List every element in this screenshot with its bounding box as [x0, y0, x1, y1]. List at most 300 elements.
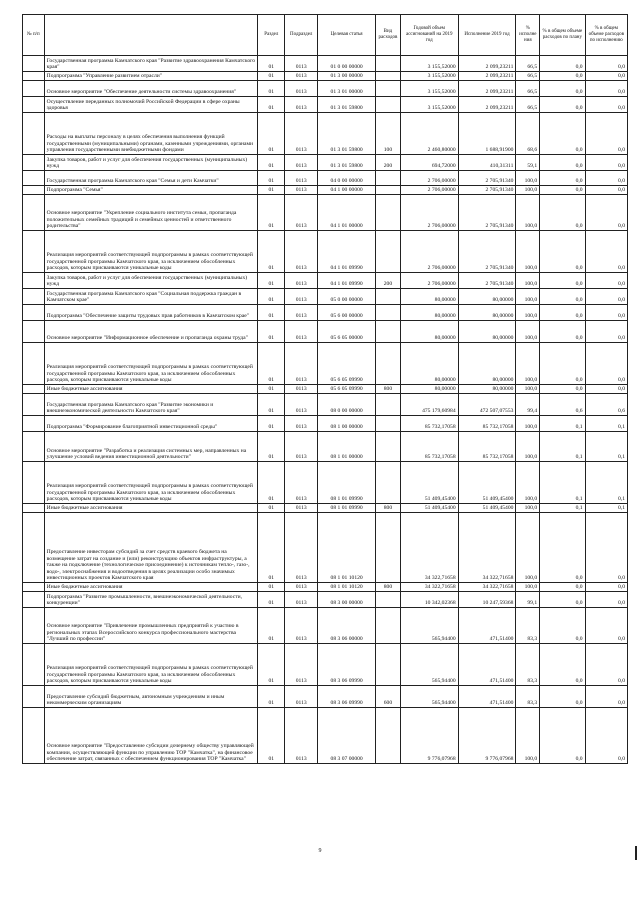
cell-statya: 08 1 01 09990: [318, 504, 376, 513]
cell-name: Государственная программа Камчатского края "Социальная поддержка граждан в Камчатском крае": [44, 289, 258, 305]
cell-podrazdel: 0113: [285, 155, 318, 171]
cell-razdel: 01: [258, 321, 285, 343]
cell-statya: 08 1 01 10120: [318, 583, 376, 592]
cell-pct-plan: 0,0: [540, 289, 585, 305]
cell-podrazdel: 0113: [285, 608, 318, 644]
cell-plan: 80,00000: [400, 305, 458, 321]
cell-pct: 100,0: [516, 321, 540, 343]
cell-num: [23, 155, 45, 171]
cell-name: Основное мероприятие "Информационное обеспечение и пропаганда охраны труда": [44, 321, 258, 343]
cell-isp: 51 409,45400: [458, 504, 516, 513]
cell-pct-isp: 0,0: [585, 305, 627, 321]
page-number: 9: [318, 848, 322, 854]
cell-pct-isp: 0,0: [585, 708, 627, 764]
cell-plan: 2 706,00000: [400, 273, 458, 289]
cell-podrazdel: 0113: [285, 708, 318, 764]
cell-razdel: 01: [258, 56, 285, 72]
cell-pct-plan: 0,0: [540, 186, 585, 195]
cell-name: Реализация мероприятий соответствующей подпрограммы в рамках соответствующей государственной программы Камчатского края, за исключением обособленных расходов, которым присваиваются уникальные коды: [44, 343, 258, 385]
table-body: [23, 56, 628, 764]
cell-plan: 80,00000: [400, 321, 458, 343]
cell-plan: 51 409,45400: [400, 462, 458, 504]
table-row: [23, 686, 628, 708]
cell-razdel: 01: [258, 462, 285, 504]
table-row: [23, 504, 628, 513]
cell-pct-isp: 0,0: [585, 195, 627, 231]
cell-razdel: 01: [258, 273, 285, 289]
cell-num: [23, 513, 45, 583]
table-row: [23, 462, 628, 504]
cell-name: Реализация мероприятий соответствующей подпрограммы в рамках соответствующей государственной программы Камчатского края, за исключением обособленных расходов, которым присваиваются уникальные коды: [44, 462, 258, 504]
cell-pct: 66,5: [516, 56, 540, 72]
cell-num: [23, 305, 45, 321]
table-row: [23, 81, 628, 97]
cell-podrazdel: 0113: [285, 513, 318, 583]
cell-vid: [376, 195, 401, 231]
cell-pct-isp: 0,0: [585, 171, 627, 186]
cell-statya: 08 3 06 09990: [318, 686, 376, 708]
cell-pct-plan: 0,0: [540, 592, 585, 608]
table-row: [23, 708, 628, 764]
cell-name: Государственная программа Камчатского края "Развитие экономики и внешнеэкономической деятельности Камчатского края": [44, 394, 258, 416]
cell-isp: 85 732,17058: [458, 416, 516, 432]
cell-pct-isp: 0,6: [585, 394, 627, 416]
col-statya-header: Целевая статья: [318, 15, 376, 56]
cell-pct: 100,0: [516, 385, 540, 394]
cell-pct-plan: 0,0: [540, 305, 585, 321]
table-row: [23, 289, 628, 305]
cell-pct-plan: 0,0: [540, 113, 585, 155]
cell-num: [23, 416, 45, 432]
cell-razdel: 01: [258, 186, 285, 195]
cell-podrazdel: 0113: [285, 592, 318, 608]
cell-pct-plan: 0,0: [540, 644, 585, 686]
cell-vid: [376, 343, 401, 385]
cell-pct: 100,0: [516, 583, 540, 592]
cell-razdel: 01: [258, 155, 285, 171]
cell-statya: 08 3 07 00000: [318, 708, 376, 764]
cell-podrazdel: 0113: [285, 394, 318, 416]
cell-pct: 100,0: [516, 195, 540, 231]
cell-pct-plan: 0,0: [540, 81, 585, 97]
cell-name: Основное мероприятие "Привлечение промышленных предприятий к участию в региональных этапах Всероссийского конкурса профессионального мастерства "Лучший по профессии": [44, 608, 258, 644]
cell-pct-plan: 0,0: [540, 97, 585, 113]
cell-plan: 2 460,80000: [400, 113, 458, 155]
cell-pct: 99,4: [516, 394, 540, 416]
cell-vid: [376, 394, 401, 416]
cell-vid: 600: [376, 686, 401, 708]
cell-pct-isp: 0,0: [585, 592, 627, 608]
table-header-row: [23, 15, 628, 56]
cell-pct: 100,0: [516, 432, 540, 462]
table-row: [23, 113, 628, 155]
cell-isp: 472 507,07553: [458, 394, 516, 416]
cell-podrazdel: 0113: [285, 305, 318, 321]
cell-statya: 01 3 01 59800: [318, 113, 376, 155]
cell-isp: 2 705,91340: [458, 231, 516, 273]
cell-name: Осуществление переданных полномочий Российской Федерации в сфере охраны здоровья: [44, 97, 258, 113]
table-row: [23, 583, 628, 592]
cell-pct: 100,0: [516, 343, 540, 385]
cell-pct-isp: 0,0: [585, 686, 627, 708]
cell-statya: 01 0 00 00000: [318, 56, 376, 72]
cell-pct: 100,0: [516, 186, 540, 195]
cell-vid: 800: [376, 583, 401, 592]
cell-isp: 34 322,71658: [458, 583, 516, 592]
cell-razdel: 01: [258, 608, 285, 644]
cell-vid: [376, 56, 401, 72]
cell-vid: [376, 305, 401, 321]
cell-vid: [376, 592, 401, 608]
cell-razdel: 01: [258, 81, 285, 97]
cell-num: [23, 72, 45, 81]
cell-razdel: 01: [258, 97, 285, 113]
cell-isp: 2 705,91340: [458, 186, 516, 195]
cell-plan: 2 706,00000: [400, 231, 458, 273]
cell-vid: 200: [376, 273, 401, 289]
cell-statya: 04 1 01 00000: [318, 195, 376, 231]
cell-vid: [376, 81, 401, 97]
cell-pct-plan: 0,1: [540, 416, 585, 432]
cell-razdel: 01: [258, 289, 285, 305]
cell-statya: 05 0 00 00000: [318, 289, 376, 305]
cell-isp: 2 099,23211: [458, 97, 516, 113]
cell-pct-isp: 0,0: [585, 186, 627, 195]
cell-pct-plan: 0,6: [540, 394, 585, 416]
cell-vid: [376, 97, 401, 113]
cell-statya: 04 1 01 09990: [318, 273, 376, 289]
cell-statya: 08 3 06 09990: [318, 644, 376, 686]
cell-plan: 694,72000: [400, 155, 458, 171]
cell-num: [23, 231, 45, 273]
cell-plan: 34 322,71658: [400, 513, 458, 583]
cell-pct-isp: 0,0: [585, 273, 627, 289]
cell-pct-plan: 0,1: [540, 462, 585, 504]
cell-statya: 04 0 00 00000: [318, 171, 376, 186]
cell-podrazdel: 0113: [285, 343, 318, 385]
cell-razdel: 01: [258, 504, 285, 513]
cell-statya: 05 6 00 00000: [318, 305, 376, 321]
cell-isp: 34 322,71658: [458, 513, 516, 583]
cell-isp: 471,51400: [458, 608, 516, 644]
cell-vid: 100: [376, 113, 401, 155]
cell-statya: 05 6 05 00000: [318, 321, 376, 343]
cell-num: [23, 394, 45, 416]
cell-name: Предоставление субсидий бюджетным, автономным учреждениям и иным некоммерческим организациям: [44, 686, 258, 708]
cell-podrazdel: 0113: [285, 504, 318, 513]
cell-vid: [376, 513, 401, 583]
cell-razdel: 01: [258, 343, 285, 385]
col-num-header: № п/п: [23, 15, 45, 56]
cell-pct: 66,5: [516, 81, 540, 97]
table-row: [23, 343, 628, 385]
cell-pct: 100,0: [516, 273, 540, 289]
cell-pct-isp: 0,0: [585, 81, 627, 97]
cell-podrazdel: 0113: [285, 195, 318, 231]
cell-num: [23, 462, 45, 504]
table-row: [23, 231, 628, 273]
cell-num: [23, 321, 45, 343]
cell-vid: 200: [376, 155, 401, 171]
cell-pct-plan: 0,0: [540, 513, 585, 583]
cell-num: [23, 195, 45, 231]
cell-pct-isp: 0,0: [585, 644, 627, 686]
cell-pct-plan: 0,0: [540, 155, 585, 171]
cell-pct-isp: 0,0: [585, 72, 627, 81]
cell-pct-plan: 0,1: [540, 432, 585, 462]
table-row: [23, 394, 628, 416]
cell-name: Подпрограмма "Управление развитием отрасли": [44, 72, 258, 81]
cell-podrazdel: 0113: [285, 231, 318, 273]
cell-num: [23, 708, 45, 764]
cell-podrazdel: 0113: [285, 97, 318, 113]
cell-isp: 9 776,07968: [458, 708, 516, 764]
cell-num: [23, 56, 45, 72]
cell-razdel: 01: [258, 686, 285, 708]
cell-isp: 80,00000: [458, 321, 516, 343]
cell-razdel: 01: [258, 592, 285, 608]
cell-razdel: 01: [258, 72, 285, 81]
cell-name: Иные бюджетные ассигнования: [44, 385, 258, 394]
cell-vid: [376, 186, 401, 195]
cell-podrazdel: 0113: [285, 644, 318, 686]
col-razdel-header: Раздел: [258, 15, 285, 56]
cell-pct-isp: 0,0: [585, 385, 627, 394]
cell-vid: [376, 608, 401, 644]
cell-pct: 68,6: [516, 113, 540, 155]
table-row: [23, 97, 628, 113]
cell-podrazdel: 0113: [285, 171, 318, 186]
cell-podrazdel: 0113: [285, 321, 318, 343]
cell-num: [23, 273, 45, 289]
cell-pct-isp: 0,1: [585, 416, 627, 432]
cell-pct: 59,1: [516, 155, 540, 171]
cell-pct-isp: 0,0: [585, 231, 627, 273]
cell-pct-plan: 0,0: [540, 273, 585, 289]
cell-razdel: 01: [258, 231, 285, 273]
col-pct-header: % исполне ния: [516, 15, 540, 56]
cell-razdel: 01: [258, 644, 285, 686]
cell-name: Реализация мероприятий соответствующей подпрограммы в рамках соответствующей государственной программы Камчатского края, за исключением обособленных расходов, которым присваиваются уникальные коды: [44, 231, 258, 273]
cell-pct: 100,0: [516, 708, 540, 764]
cell-num: [23, 289, 45, 305]
cell-name: Предоставление инвесторам субсидий за счет средств краевого бюджета на возмещение затрат на создание и (или) реконструкцию объектов инфраструктуры, а также на подключение (технологическое присоединение) к источникам тепло-, газо-, водо-, электроснабжения и водоотведения в целях реализации особо значимых инвестиционных проектов Камчатского края: [44, 513, 258, 583]
cell-plan: 34 322,71658: [400, 583, 458, 592]
col-podrazdel-header: Подраздел: [285, 15, 318, 56]
table-row: [23, 195, 628, 231]
cell-razdel: 01: [258, 113, 285, 155]
cell-pct-isp: 0,0: [585, 608, 627, 644]
cell-razdel: 01: [258, 583, 285, 592]
cell-statya: 01 3 01 00000: [318, 81, 376, 97]
cell-podrazdel: 0113: [285, 113, 318, 155]
cell-vid: [376, 321, 401, 343]
table-row: [23, 305, 628, 321]
budget-execution-table: [22, 14, 628, 764]
table-row: [23, 321, 628, 343]
table-row: [23, 72, 628, 81]
cell-name: Основное мероприятие "Предоставление субсидии дочернему обществу управляющей компании, осуществляющей функции по управлению ТОР "Камчатка", на финансовое обеспечение затрат, связанных с обеспечением функционирования ТОР "Камчатка": [44, 708, 258, 764]
cell-pct: 100,0: [516, 305, 540, 321]
cell-isp: 471,51400: [458, 644, 516, 686]
col-name-header: [44, 15, 258, 56]
cell-plan: 3 155,52000: [400, 97, 458, 113]
cell-podrazdel: 0113: [285, 416, 318, 432]
cell-pct-isp: 0,0: [585, 321, 627, 343]
cell-pct-isp: 0,0: [585, 97, 627, 113]
cell-isp: 80,00000: [458, 343, 516, 385]
cell-statya: 04 1 00 00000: [318, 186, 376, 195]
cell-plan: 3 155,52000: [400, 56, 458, 72]
cell-pct: 100,0: [516, 504, 540, 513]
cell-pct-isp: 0,0: [585, 343, 627, 385]
cell-pct-plan: 0,0: [540, 56, 585, 72]
cell-podrazdel: 0113: [285, 462, 318, 504]
cell-pct-plan: 0,0: [540, 72, 585, 81]
cell-name: Подпрограмма "Формирование благоприятной инвестиционной среды": [44, 416, 258, 432]
cell-isp: 85 732,17058: [458, 432, 516, 462]
cell-statya: 05 6 05 09990: [318, 343, 376, 385]
cell-statya: 05 6 05 09990: [318, 385, 376, 394]
cell-plan: 475 179,60984: [400, 394, 458, 416]
cell-statya: 04 1 01 09990: [318, 231, 376, 273]
cell-pct: 66,5: [516, 72, 540, 81]
cell-pct-isp: 0,0: [585, 513, 627, 583]
cell-plan: 80,00000: [400, 289, 458, 305]
cell-name: Закупка товаров, работ и услуг для обеспечения государственных (муниципальных) нужд: [44, 273, 258, 289]
cell-name: Государственная программа Камчатского края "Семья и дети Камчатки": [44, 171, 258, 186]
cell-num: [23, 686, 45, 708]
cell-name: Основное мероприятие "Обеспечение деятельности системы здравоохранения": [44, 81, 258, 97]
cell-isp: 80,00000: [458, 385, 516, 394]
cell-podrazdel: 0113: [285, 186, 318, 195]
cell-pct-plan: 0,0: [540, 608, 585, 644]
cell-plan: 80,00000: [400, 385, 458, 394]
cell-pct: 100,0: [516, 513, 540, 583]
cell-name: Основное мероприятие "Разработка и реализация системных мер, направленных на улучшение условий ведения инвестиционной деятельности": [44, 432, 258, 462]
cell-plan: 3 155,52000: [400, 72, 458, 81]
table-row: [23, 56, 628, 72]
table-row: [23, 644, 628, 686]
cell-pct: 83,3: [516, 644, 540, 686]
cell-pct-plan: 0,0: [540, 321, 585, 343]
cell-plan: 565,94400: [400, 644, 458, 686]
cell-pct-isp: 0,1: [585, 504, 627, 513]
cell-pct: 66,5: [516, 97, 540, 113]
cell-pct-isp: 0,0: [585, 289, 627, 305]
cell-vid: [376, 708, 401, 764]
cell-razdel: 01: [258, 394, 285, 416]
cell-isp: 2 099,23211: [458, 81, 516, 97]
cell-plan: 85 732,17058: [400, 432, 458, 462]
cell-vid: [376, 289, 401, 305]
cell-isp: 10 247,59368: [458, 592, 516, 608]
cell-vid: [376, 171, 401, 186]
cell-name: Основное мероприятие "Укрепление социального института семьи, пропаганда положительных семейных традиций и семейных ценностей и ответственного родительства": [44, 195, 258, 231]
cell-vid: [376, 644, 401, 686]
cell-isp: 51 409,45400: [458, 462, 516, 504]
cell-statya: 01 3 01 59800: [318, 155, 376, 171]
cell-num: [23, 81, 45, 97]
cell-pct-isp: 0,0: [585, 155, 627, 171]
cell-name: Подпрограмма "Обеспечение защиты трудовых прав работников в Камчатском крае": [44, 305, 258, 321]
table-row: [23, 186, 628, 195]
cell-plan: 51 409,45400: [400, 504, 458, 513]
cell-statya: 08 3 00 00000: [318, 592, 376, 608]
cell-pct-plan: 0,0: [540, 583, 585, 592]
cell-name: Реализация мероприятий соответствующей подпрограммы в рамках соответствующей государственной программы Камчатского края, за исключением обособленных расходов, которым присваиваются уникальные коды: [44, 644, 258, 686]
cell-pct-plan: 0,0: [540, 195, 585, 231]
cell-num: [23, 385, 45, 394]
cell-name: Государственная программа Камчатского края "Развитие здравоохранения Камчатского края": [44, 56, 258, 72]
cell-vid: [376, 416, 401, 432]
cell-pct-plan: 0,0: [540, 171, 585, 186]
cell-razdel: 01: [258, 305, 285, 321]
cell-pct-plan: 0,1: [540, 504, 585, 513]
cell-statya: 08 1 00 00000: [318, 416, 376, 432]
cell-podrazdel: 0113: [285, 56, 318, 72]
cell-pct: 100,0: [516, 171, 540, 186]
margin-mark: [635, 846, 637, 860]
cell-num: [23, 113, 45, 155]
cell-isp: 2 705,91340: [458, 195, 516, 231]
table-row: [23, 273, 628, 289]
cell-pct: 100,0: [516, 231, 540, 273]
cell-vid: [376, 72, 401, 81]
cell-pct-plan: 0,0: [540, 686, 585, 708]
cell-pct: 100,0: [516, 289, 540, 305]
cell-isp: 410,31311: [458, 155, 516, 171]
cell-name: Подпрограмма "Развитие промышленности, внешнеэкономической деятельности, конкуренции": [44, 592, 258, 608]
cell-plan: 80,00000: [400, 343, 458, 385]
cell-podrazdel: 0113: [285, 583, 318, 592]
cell-pct-isp: 0,0: [585, 583, 627, 592]
cell-plan: 2 706,00000: [400, 195, 458, 231]
cell-podrazdel: 0113: [285, 686, 318, 708]
col-pct-plan-header: % в общем объеме расходов по плану: [540, 15, 585, 56]
cell-pct-plan: 0,0: [540, 343, 585, 385]
cell-podrazdel: 0113: [285, 432, 318, 462]
table-row: [23, 592, 628, 608]
cell-isp: 2 099,23211: [458, 72, 516, 81]
cell-vid: 800: [376, 504, 401, 513]
table-row: [23, 608, 628, 644]
cell-num: [23, 171, 45, 186]
cell-plan: 565,94400: [400, 608, 458, 644]
cell-num: [23, 608, 45, 644]
cell-podrazdel: 0113: [285, 273, 318, 289]
cell-pct-isp: 0,0: [585, 113, 627, 155]
cell-pct-isp: 0,1: [585, 462, 627, 504]
cell-statya: 08 1 01 10120: [318, 513, 376, 583]
cell-pct-plan: 0,0: [540, 231, 585, 273]
table-row: [23, 385, 628, 394]
cell-num: [23, 343, 45, 385]
cell-plan: 565,94400: [400, 686, 458, 708]
cell-pct-plan: 0,0: [540, 385, 585, 394]
col-vid-header: Вид расходов: [376, 15, 401, 56]
cell-podrazdel: 0113: [285, 72, 318, 81]
col-pct-isp-header: % в общем объеме расходов по исполнению: [585, 15, 627, 56]
cell-pct: 99,1: [516, 592, 540, 608]
cell-pct-plan: 0,0: [540, 708, 585, 764]
table-row: [23, 171, 628, 186]
cell-plan: 9 776,07968: [400, 708, 458, 764]
cell-name: Иные бюджетные ассигнования: [44, 583, 258, 592]
cell-razdel: 01: [258, 513, 285, 583]
cell-pct: 83,3: [516, 686, 540, 708]
cell-vid: [376, 432, 401, 462]
